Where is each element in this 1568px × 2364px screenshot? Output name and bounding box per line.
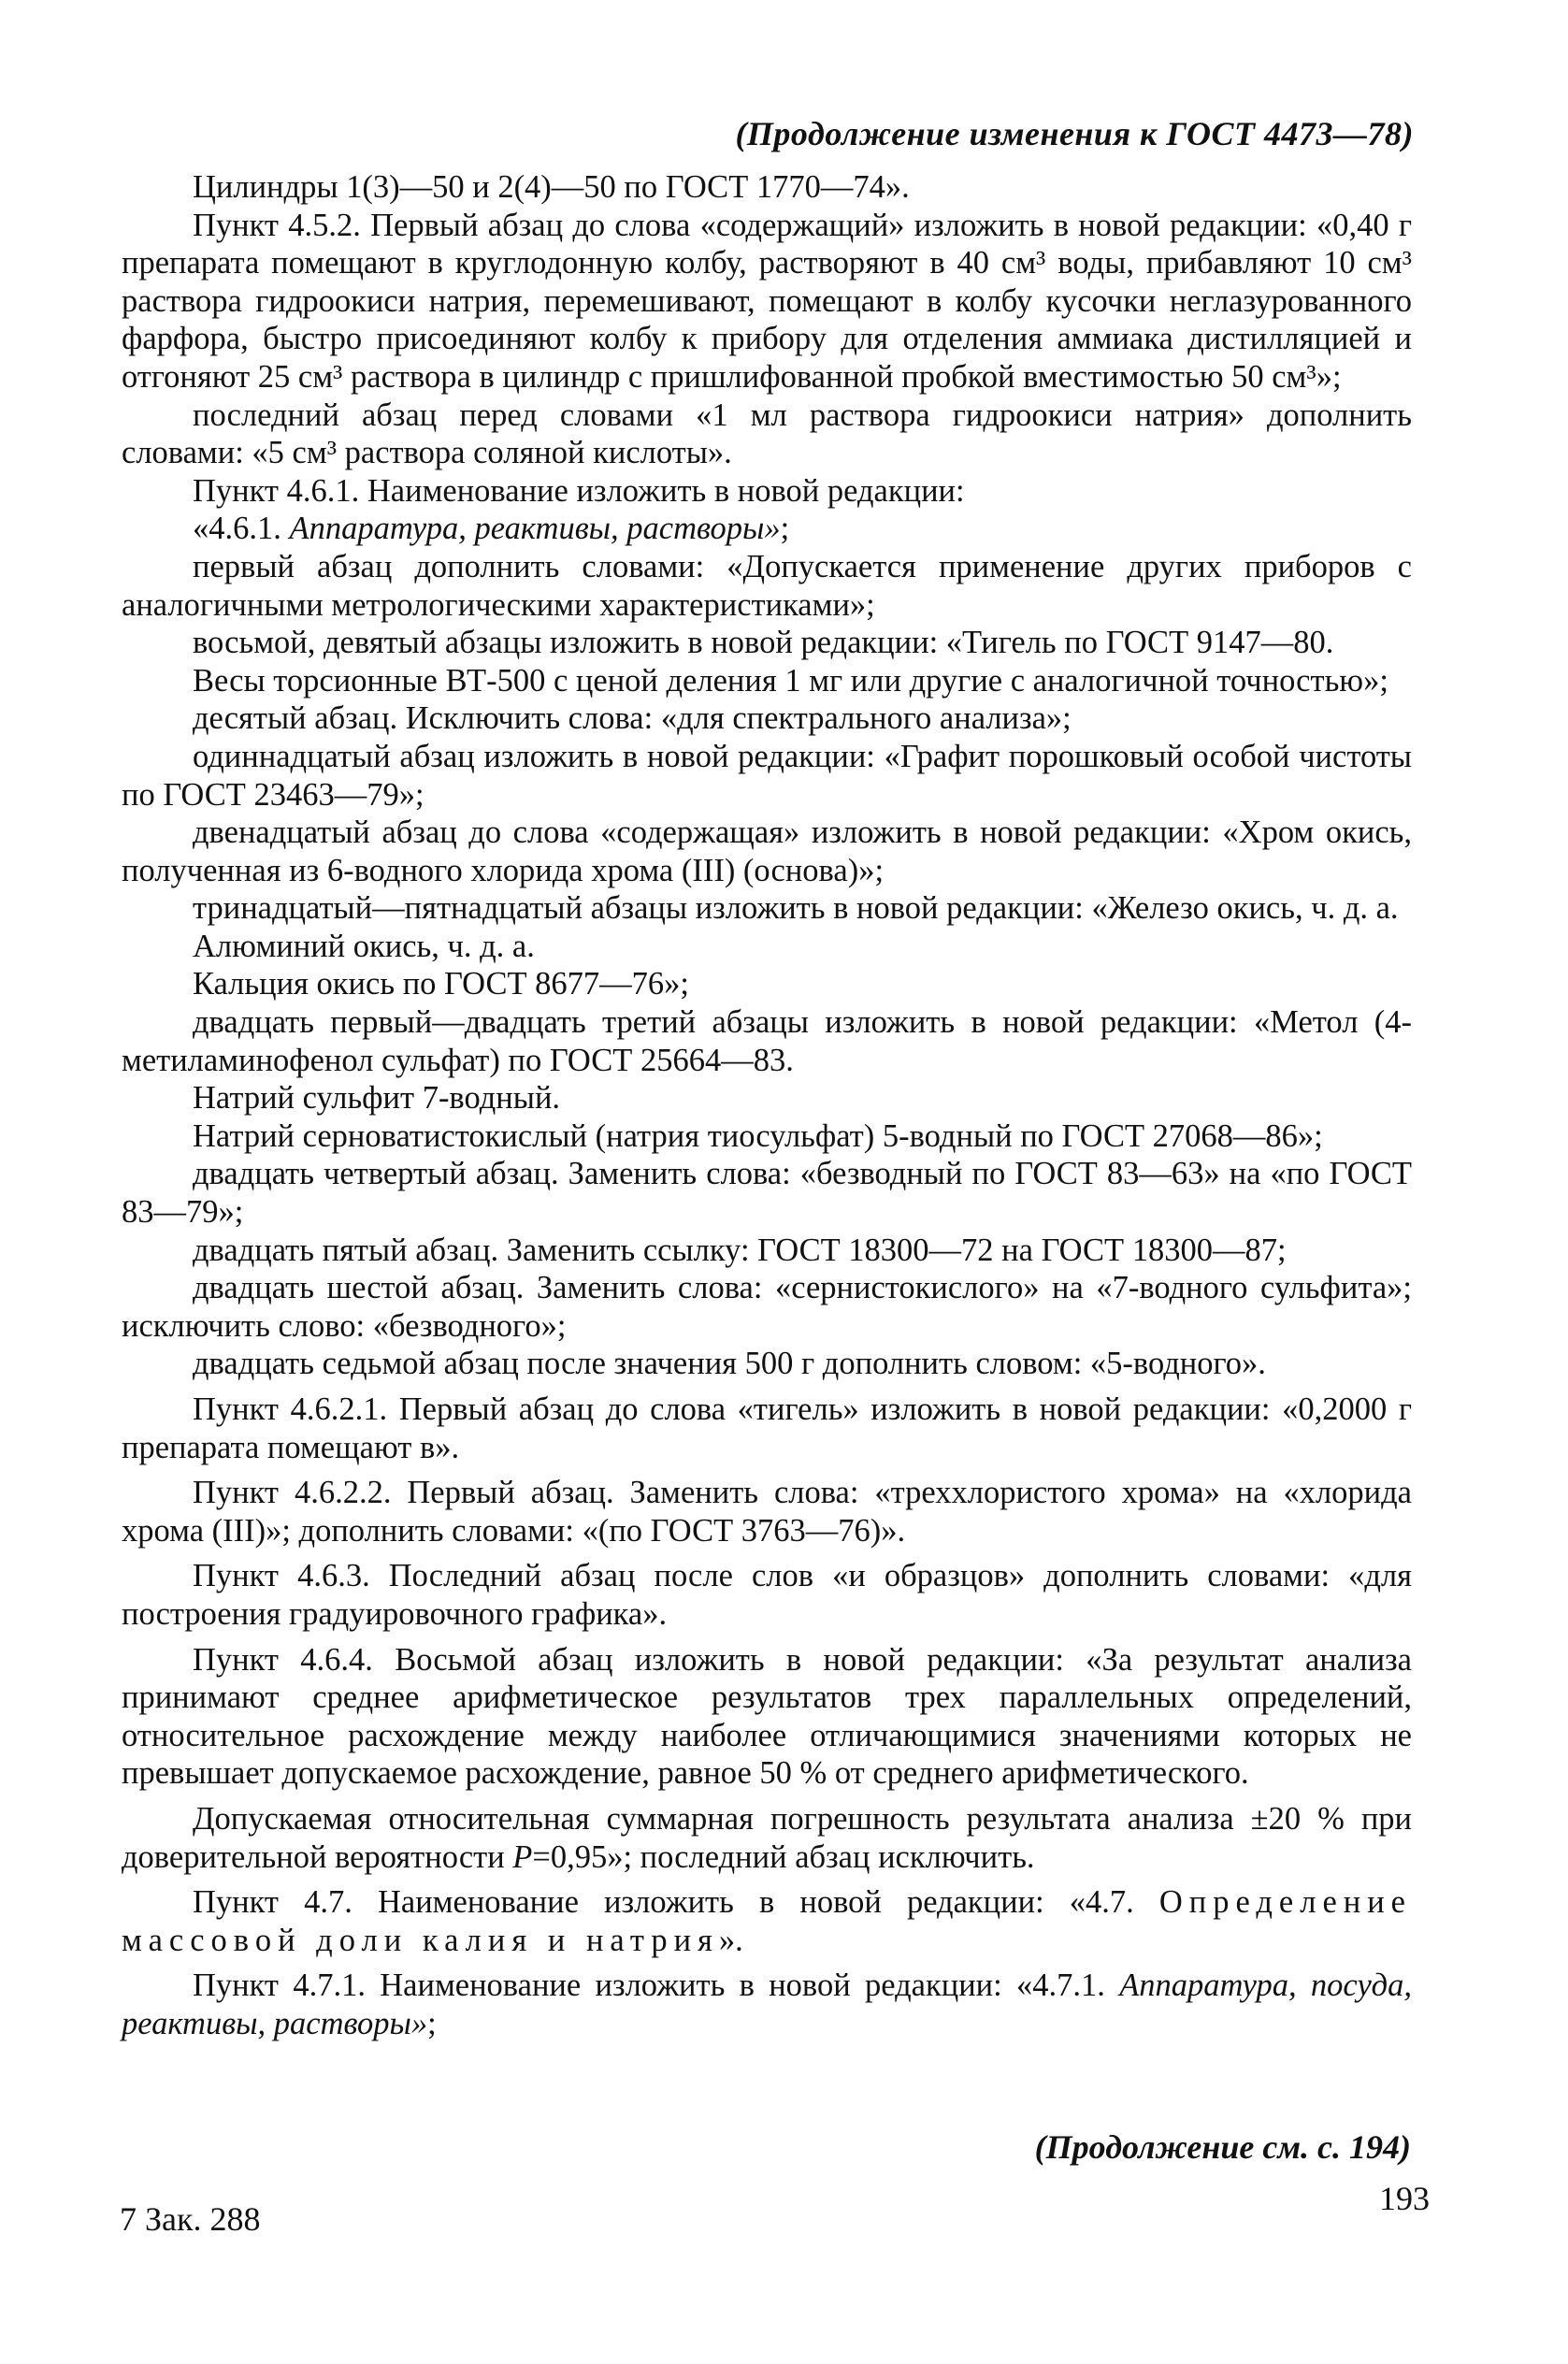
paragraph: Пункт 4.6.1. Наименование изложить в новой редакции:	[193, 472, 965, 509]
paragraph: Натрий сульфит 7-водный.	[193, 1080, 561, 1117]
text-run: ».	[718, 1922, 743, 1958]
italic-run: Аппаратура, реактивы, растворы»	[289, 511, 781, 547]
paragraph: двадцать шестой абзац. Заменить слова: «сернистокислого» на «7-водного сульфита»; исключить слово: «безводного»;	[122, 1270, 1412, 1344]
paragraph	[122, 1800, 1412, 1876]
paragraph: Пункт 4.6.4. Восьмой абзац изложить в новой редакции: «За результат анализа принимают среднее арифметическое результатов трех параллельных определений, относительное расхождение между наиболее отличающимися значениями которых не превышает допускаемое расхождение, равное 50 % от среднего арифметического.	[122, 1641, 1412, 1792]
text-run: Допускаемая относительная суммарная погрешность результата анализа ±20 % при доверительной вероятности	[122, 1800, 1412, 1875]
paragraph: двенадцатый абзац до слова «содержащая» изложить в новой редакции: «Хром окись, полученная из 6-водного хлорида хрома (III) (основа)»;	[122, 814, 1412, 888]
text-run: Пункт 4.7. Наименование изложить в новой редакции: «4.7.	[193, 1884, 1159, 1921]
paragraph: Весы торсионные ВТ-500 с ценой деления 1 мг или другие с аналогичной точностью»;	[193, 662, 1388, 699]
paragraph	[122, 1967, 1412, 2042]
paragraph: двадцать первый—двадцать третий абзацы изложить в новой редакции: «Метол (4-метиламинофенол сульфат) по ГОСТ 25664—83.	[122, 1004, 1412, 1078]
paragraph	[122, 510, 1412, 548]
paragraph: тринадцатый—пятнадцатый абзацы изложить в новой редакции: «Железо окись, ч. д. а.	[193, 890, 1399, 927]
text-run: «4.6.1.	[193, 511, 290, 547]
paragraph: Кальция окись по ГОСТ 8677—76»;	[193, 966, 689, 1002]
page-number: 193	[1379, 2180, 1430, 2217]
text-run: ;	[427, 2005, 437, 2041]
paragraph: Пункт 4.5.2. Первый абзац до слова «содержащий» изложить в новой редакции: «0,40 г препарата помещают в круглодонную колбу, растворяют в 40 см³ воды, прибавляют 10 см³ раствора гидроокиси натрия, перемешивают, помещают в колбу кусочки неглазурованного фарфора, быстро присоединяют колбу к прибору для отделения аммиака дистилляцией и отгоняют 25 см³ раствора в цилиндр с пришлифованной пробкой вместимостью 50 см³»;	[122, 207, 1412, 395]
continuation-note: (Продолжение см. с. 194)	[1034, 2128, 1411, 2166]
document-body	[122, 168, 1412, 2043]
paragraph: восьмой, девятый абзацы изложить в новой редакции: «Тигель по ГОСТ 9147—80.	[193, 625, 1334, 661]
text-run: Пункт 4.7.1. Наименование изложить в новой редакции: «4.7.1.	[193, 1968, 1120, 2004]
paragraph: одиннадцатый абзац изложить в новой редакции: «Графит порошковый особой чистоты по ГОСТ 23463—79»;	[122, 738, 1412, 813]
paragraph: десятый абзац. Исключить слова: «для спектрального анализа»;	[193, 700, 1072, 737]
paragraph: Пункт 4.6.2.1. Первый абзац до слова «тигель» изложить в новой редакции: «0,2000 г препарата помещают в».	[122, 1391, 1412, 1465]
spaced-run: Определение массовой доли калия и натрия	[122, 1884, 1412, 1958]
paragraph: двадцать седьмой абзац после значения 500 г дополнить словом: «5-водного».	[193, 1346, 1266, 1382]
paragraph	[122, 1883, 1412, 1959]
running-header: (Продолжение изменения к ГОСТ 4473—78)	[735, 115, 1414, 152]
paragraph: Алюминий окись, ч. д. а.	[193, 928, 535, 964]
paragraph: последний абзац перед словами «1 мл раствора гидроокиси натрия» дополнить словами: «5 см³ раствора соляной кислоты».	[122, 396, 1412, 471]
order-number: 7 Зак. 288	[120, 2200, 261, 2238]
italic-run: Аппаратура, посуда, реактивы, растворы»	[122, 1968, 1413, 2041]
text-run: ;	[780, 511, 790, 547]
paragraph: первый абзац дополнить словами: «Допускается применение других приборов с аналогичными метрологическими характеристиками»;	[122, 548, 1412, 623]
paragraph: Натрий серноватистокислый (натрия тиосульфат) 5-водный по ГОСТ 27068—86»;	[193, 1117, 1323, 1154]
paragraph: двадцать пятый абзац. Заменить ссылку: ГОСТ 18300—72 на ГОСТ 18300—87;	[193, 1232, 1287, 1268]
paragraph: Пункт 4.6.2.2. Первый абзац. Заменить слова: «треххлористого хрома» на «хлорида хрома (III)»; дополнить словами: «(по ГОСТ 3763—76)».	[122, 1475, 1412, 1549]
text-run: =0,95»; последний абзац исключить.	[532, 1838, 1035, 1875]
paragraph: Цилиндры 1(3)—50 и 2(4)—50 по ГОСТ 1770—74».	[193, 169, 910, 205]
paragraph: Пункт 4.6.3. Последний абзац после слов «и образцов» дополнить словами: «для построения градуировочного графика».	[122, 1558, 1412, 1632]
italic-run: P	[512, 1838, 533, 1875]
paragraph: двадцать четвертый абзац. Заменить слова: «безводный по ГОСТ 83—63» на «по ГОСТ 83—79»;	[122, 1156, 1412, 1231]
